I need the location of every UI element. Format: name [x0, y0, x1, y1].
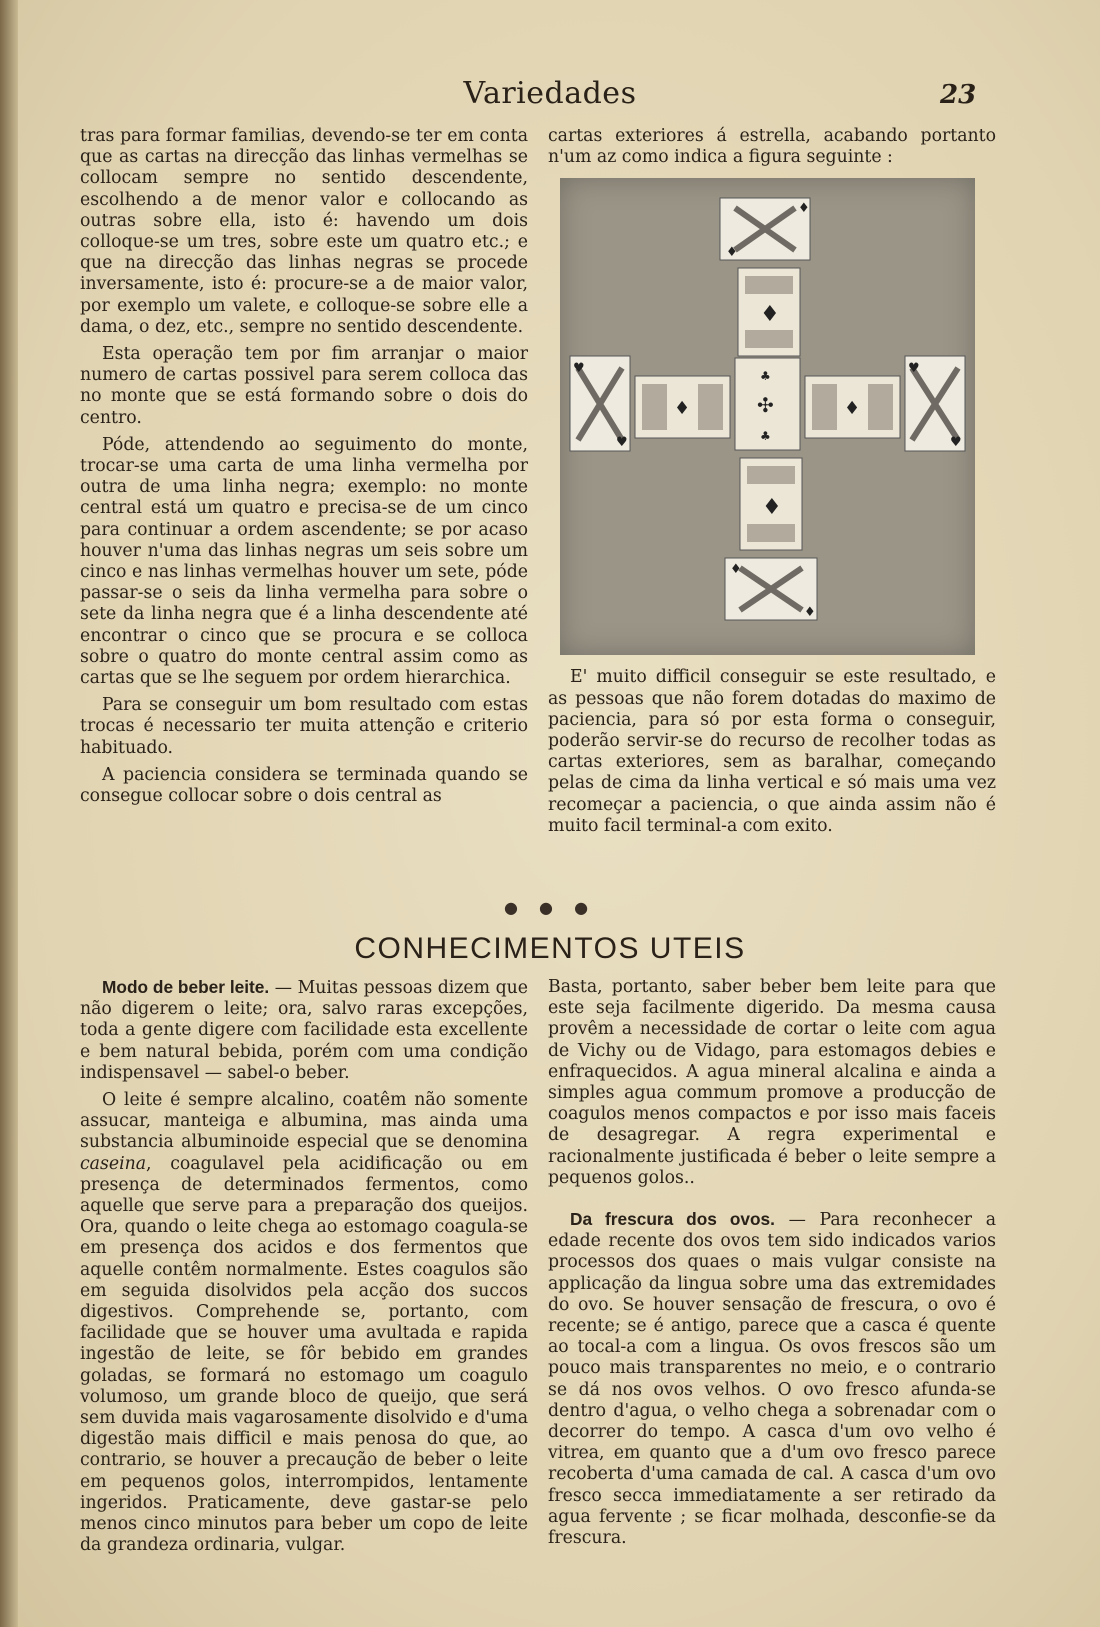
italic-term: caseina	[80, 1153, 147, 1174]
paragraph	[80, 1090, 528, 1556]
playing-card-horizontal-right	[805, 376, 900, 438]
paragraph: E' muito difficil conseguir se este resultado, e as pessoas que não forem dotadas do maximo de paciencia, para só por esta forma o conseguir, poderão servir-se do recurso de recolher todas as cartas exteriores, sem as baralhar, começando pelas de cima da linha vertical e só mais uma vez recomeçar a paciencia, o que ainda assim não é muito facil terminal-a com exito.	[548, 667, 996, 836]
playing-card-horizontal-left	[635, 376, 730, 438]
playing-card-bottom-court	[725, 558, 817, 620]
svg-text:♥: ♥	[950, 435, 962, 451]
section-title: CONHECIMENTOS UTEIS	[354, 932, 746, 965]
playing-card-lower-1	[740, 458, 802, 550]
paragraph-text: — Para reconhecer a edade recente dos ovos tem sido indicados varios processos dos quaes o mais vulgar consiste na applicação da lingua sobre uma das extremidades do ovo. Se houver sensação de frescura, o ovo é recente; se é antigo, parece que a casca é quente ao tocal-a com a lingua. Os ovos frescos são um pouco mais transparentes no meio, e o contrario se dá nos ovos velhos. O ovo fresco afunda-se dentro d'agua, o velho chega a sobrenadar com o decorrer do tempo. A casca d'um ovo velho é vitrea, em quanto que a d'um ovo fresco parece recoberta d'uma camada de cal. A casca d'um ovo fresco secca immediatamente a ser retirado da agua fervente ; se ficar molhada, desconfie-se da frescura.	[548, 1210, 997, 1549]
paragraph	[548, 1209, 996, 1549]
column-bottom-right	[548, 977, 996, 1555]
playing-card-upper-1	[738, 268, 800, 356]
svg-text:♥: ♥	[616, 435, 628, 451]
svg-text:♦: ♦	[798, 201, 810, 217]
svg-text:✣: ✣	[757, 393, 774, 418]
paragraph: Póde, attendendo ao seguimento do monte, trocar-se uma carta de uma linha vermelha por outra de uma linha negra; exemplo: no monte central está um quatro e precisa-se de um cinco para continuar a ordem ascendente; se por acaso houver n'uma das linhas negras um seis sobre um cinco e nas linhas vermelhas houver um sete, póde passar-se o seis da linha vermelha para sobre o sete da linha negra que é a linha descendente até encontrar o cinco que se procura e se colloca sobre o quatro do monte central assim como as cartas que se lhe seguem por ordem hierarchica.	[80, 434, 528, 689]
paragraph: Para se conseguir um bom resultado com estas trocas é necessario ter muita attenção e criterio habituado.	[80, 695, 528, 758]
svg-text:♦: ♦	[674, 398, 691, 420]
playing-card-left-court	[570, 356, 630, 451]
svg-text:♦: ♦	[730, 562, 742, 578]
svg-text:♥: ♥	[573, 361, 585, 377]
paragraph	[80, 977, 528, 1084]
svg-text:♣: ♣	[760, 369, 771, 384]
article-heading: Modo de beber leite.	[102, 977, 270, 997]
running-head: Variedades	[463, 76, 637, 111]
playing-card-center	[735, 358, 800, 450]
column-top-right	[548, 126, 996, 843]
paragraph: Esta operação tem por fim arranjar o maior numero de cartas possivel para serem colloca das no monte que se está formando sobre o dois do centro.	[80, 344, 528, 428]
page-number: 23	[940, 80, 977, 110]
paragraph: cartas exteriores á estrella, acabando portanto n'um az como indica a figura seguinte :	[548, 126, 996, 168]
column-bottom-left	[80, 977, 528, 1562]
paragraph: Basta, portanto, saber beber bem leite para que este seja facilmente digerido. Da mesma causa provêm a necessidade de cortar o leite com agua de Vichy ou de Vidago, para estomagos debies e enfraquecidos. A agua mineral alcalina e ainda a simples agua commum promove a producção de coagulos menos compactos e por isso mais faceis de desagregar. A regra experimental e racionalmente justificada é beber o leite sempre a pequenos golos..	[548, 977, 996, 1188]
card-layout-figure	[560, 178, 975, 655]
svg-text:♦: ♦	[726, 245, 738, 261]
paragraph-text: — Muitas pessoas dizem que não digerem o leite; ora, salvo raras excepções, toda a gente digere com facilidade esta excellente e bem natural bebida, porém com uma condição indispensavel — sabel-o beber.	[80, 978, 528, 1083]
svg-text:♥: ♥	[908, 361, 920, 377]
paragraph-text: O leite é sempre alcalino, coatêm não somente assucar, manteiga e albumina, mas ainda uma substancia albuminoide especial que se denomina	[80, 1090, 528, 1153]
card-layout-illustration	[560, 178, 975, 655]
svg-text:♦: ♦	[844, 398, 861, 420]
paragraph: A paciencia considera se terminada quando se consegue collocar sobre o dois central as	[80, 764, 528, 807]
paragraph-text: , coagulavel pela acidificação ou em presença de determinados fermentos, como aquelle que serve para a preparação dos queijos. Ora, quando o leite chega ao estomago coagula-se em presença dos acidos e dos fermentos que aquelle contêm normalmente. Estes coagulos são em seguida disolvidos pela acção dos succos digestivos. Comprehende se, portanto, com facilidade que se houver uma avultada e rapida ingestão de leite, se fôr bebido em grandes goladas, se formará no estomago um coagulo volumoso, um grande bloco de queijo, que será sem duvida mais vagarosamente disolvido e d'uma digestão mais difficil e mais penosa do que, ao contrario, se houver a precaução de beber o leite em pequenos golos, interrompidos, lentamente ingeridos. Praticamente, deve gastar-se pelo menos cinco minutos para beber um copo de leite da grandeza ordinaria, vulgar.	[80, 1153, 528, 1556]
article-heading: Da frescura dos ovos.	[570, 1209, 775, 1230]
svg-text:♦: ♦	[804, 605, 816, 621]
svg-text:♦: ♦	[762, 495, 782, 521]
playing-card-right-court	[905, 356, 965, 451]
column-top-left	[80, 126, 528, 813]
section-ornament: ● ● ●	[503, 898, 597, 917]
page-binding-edge	[0, 0, 18, 1627]
svg-text:♣: ♣	[760, 429, 771, 444]
paragraph: tras para formar familias, devendo-se ter em conta que as cartas na direcção das linhas vermelhas se collocam sempre no sentido descendente, escolhendo a de menor valor e collocando as outras sobre ella, isto é: havendo um dois colloque-se um tres, sobre este um quatro etc.; e que na direcção das linhas negras se procede inversamente, isto é: procure-se a de maior valor, por exemplo um valete, e colloque-se sobre elle a dama, o dez, etc., sempre no sentido descendente.	[80, 126, 528, 337]
playing-card-top-court	[720, 198, 810, 260]
svg-text:♦: ♦	[760, 302, 780, 328]
